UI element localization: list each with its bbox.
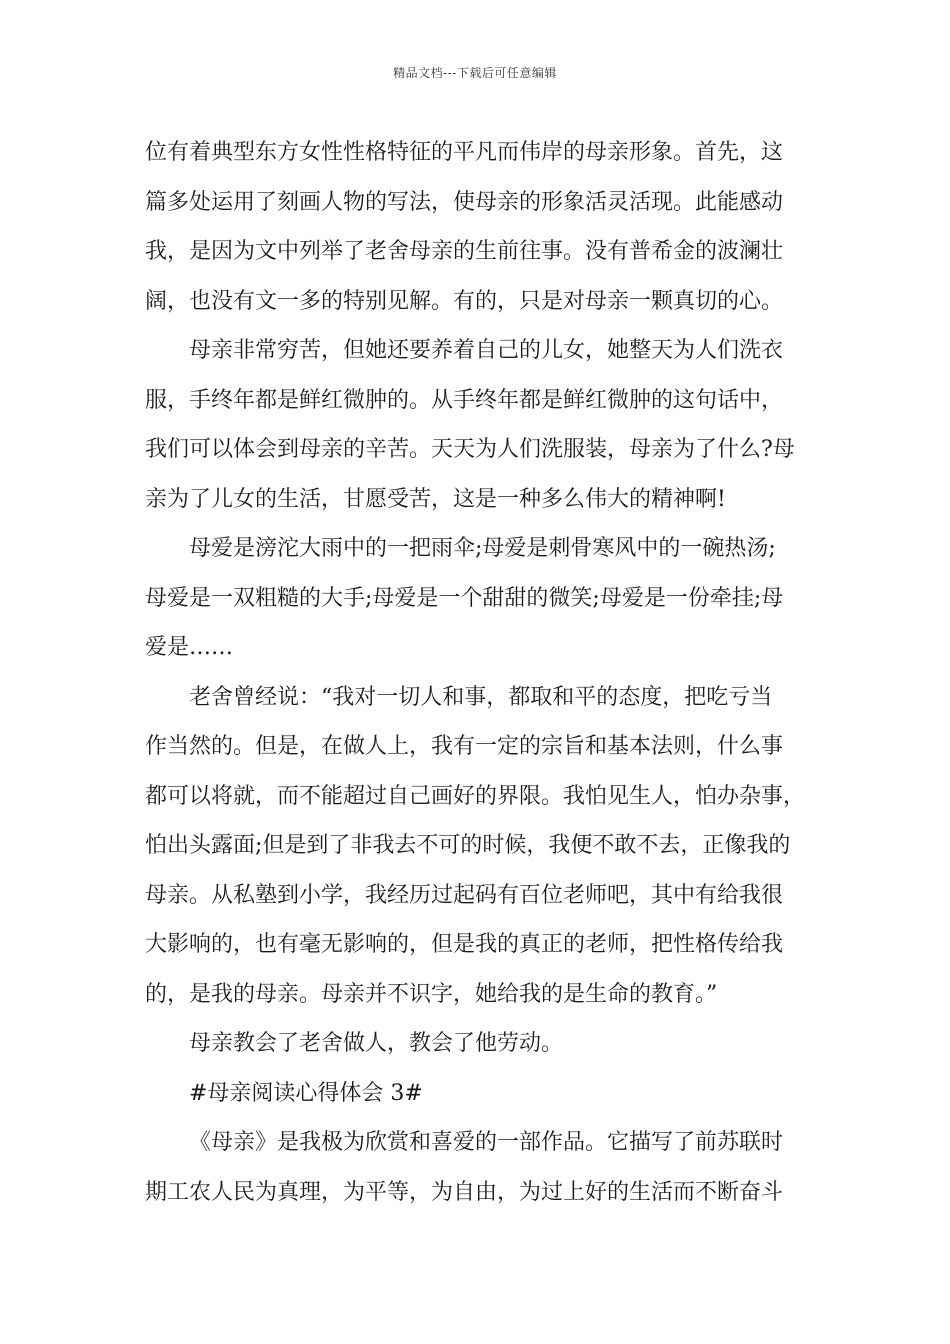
text-line: #母亲阅读心得体会 3# xyxy=(189,1080,423,1106)
text-line: 期工农人民为真理，为平等，为自由，为过上好的生活而不断奋斗 xyxy=(145,1179,784,1205)
text-line: 我，是因为文中列举了老舍母亲的生前往事。没有普希金的波澜壮 xyxy=(145,239,784,264)
text-line: 都可以将就，而不能超过自己画好的界限。我怕见生人，怕办杂事， xyxy=(145,783,806,809)
text-line: 的，是我的母亲。母亲并不识字，她给我的是生命的教育。” xyxy=(145,981,718,1007)
text-line: 爱是…… xyxy=(145,635,234,660)
text-line: 母亲教会了老舍做人，教会了他劳动。 xyxy=(189,1031,564,1056)
text-line: 亲为了儿女的生活，甘愿受苦，这是一种多么伟大的精神啊! xyxy=(145,486,726,512)
text-line: 老舍曾经说：“我对一切人和事，都取和平的态度，把吃亏当 xyxy=(189,684,773,710)
text-line: 位有着典型东方女性性格特征的平凡而伟岸的母亲形象。首先，这 xyxy=(145,140,784,165)
text-line: 母爱是滂沱大雨中的一把雨伞;母爱是刺骨寒风中的一碗热汤; xyxy=(189,536,776,561)
text-line: 我们可以体会到母亲的辛苦。天天为人们洗服装，母亲为了什么?母 xyxy=(145,437,795,462)
page-header: 精品文档---下载后可任意编辑 xyxy=(393,66,557,80)
body-text xyxy=(145,128,825,1217)
text-line: 母爱是一双粗糙的大手;母爱是一个甜甜的微笑;母爱是一份牵挂;母 xyxy=(145,585,784,611)
text-line: 母亲非常穷苦，但她还要养着自己的儿女，她整天为人们洗衣 xyxy=(189,338,784,363)
text-line: 大影响的，也有毫无影响的，但是我的真正的老师，把性格传给我 xyxy=(145,932,784,957)
text-line: 作当然的。但是，在做人上，我有一定的宗旨和基本法则，什么事 xyxy=(145,734,784,759)
text-line: 怕出头露面;但是到了非我去不可的时候，我便不敢不去，正像我的 xyxy=(145,833,791,858)
text-line: 篇多处运用了刻画人物的写法，使母亲的形象活灵活现。此能感动 xyxy=(145,189,784,215)
text-line: 母亲。从私塾到小学，我经历过起码有百位老师吧，其中有给我很 xyxy=(145,882,784,908)
text-line: 服，手终年都是鲜红微肿的。从手终年都是鲜红微肿的这句话中， xyxy=(145,387,784,413)
text-line: 阔，也没有文一多的特别见解。有的，只是对母亲一颗真切的心。 xyxy=(145,288,784,314)
text-line: 《母亲》是我极为欣赏和喜爱的一部作品。它描写了前苏联时 xyxy=(189,1130,784,1155)
